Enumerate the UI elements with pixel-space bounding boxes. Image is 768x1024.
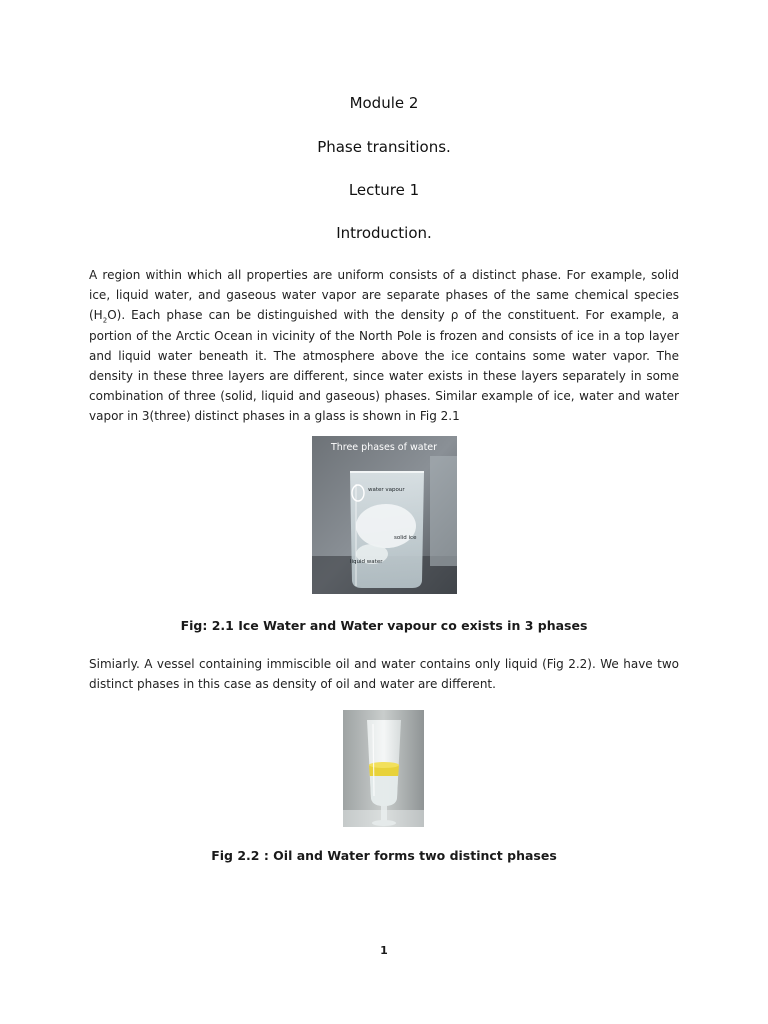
intro-paragraph-part1: A region within which all properties are uniform consists of a distinct phase. For example, solid ice, liquid water, and gaseous water vapor are separate phases of the same chemical species (H (89, 268, 679, 323)
figure1-label-liquid: liquid water (350, 559, 383, 565)
figure1-label-vapour: water vapour (368, 487, 405, 493)
ice-chunk (356, 504, 416, 548)
intro-paragraph-part2: O). Each phase can be distinguished with the density ρ of the constituent. For example, a portion of the Arctic Ocean in vicinity of the North Pole is frozen and consists of ice in a top layer and liquid water beneath it. The atmosphere above the ice contains some water vapor. The density in these three layers are different, since water exists in these layers separately in some combination of three (solid, liquid and gaseous) phases. Similar example of ice, water and water vapor in 3(three) distinct phases in a glass is shown in Fig 2.1 (89, 308, 679, 424)
figure1-title: Three phases of water (330, 442, 438, 453)
figure1-label-ice: solid ice (394, 535, 417, 541)
h2o-subscript: 2 (102, 316, 108, 325)
second-paragraph: Simiarly. A vessel containing immiscible oil and water contains only liquid (Fig 2.2). We have two distinct phases in this case as density of oil and water are different. (89, 657, 679, 692)
topic-title: Phase transitions. (317, 138, 451, 156)
figure-oil-water-image (343, 710, 424, 827)
figure-three-phases-image (312, 436, 457, 594)
section-title: Introduction. (336, 224, 432, 242)
figure1-caption: Fig: 2.1 Ice Water and Water vapour co exists in 3 phases (180, 618, 588, 633)
intro-paragraph (89, 265, 679, 427)
lecture-title: Lecture 1 (348, 181, 420, 199)
module-title: Module 2 (349, 94, 419, 112)
figure2-caption: Fig 2.2 : Oil and Water forms two distinct phases (211, 848, 557, 863)
page-number: 1 (380, 944, 388, 957)
